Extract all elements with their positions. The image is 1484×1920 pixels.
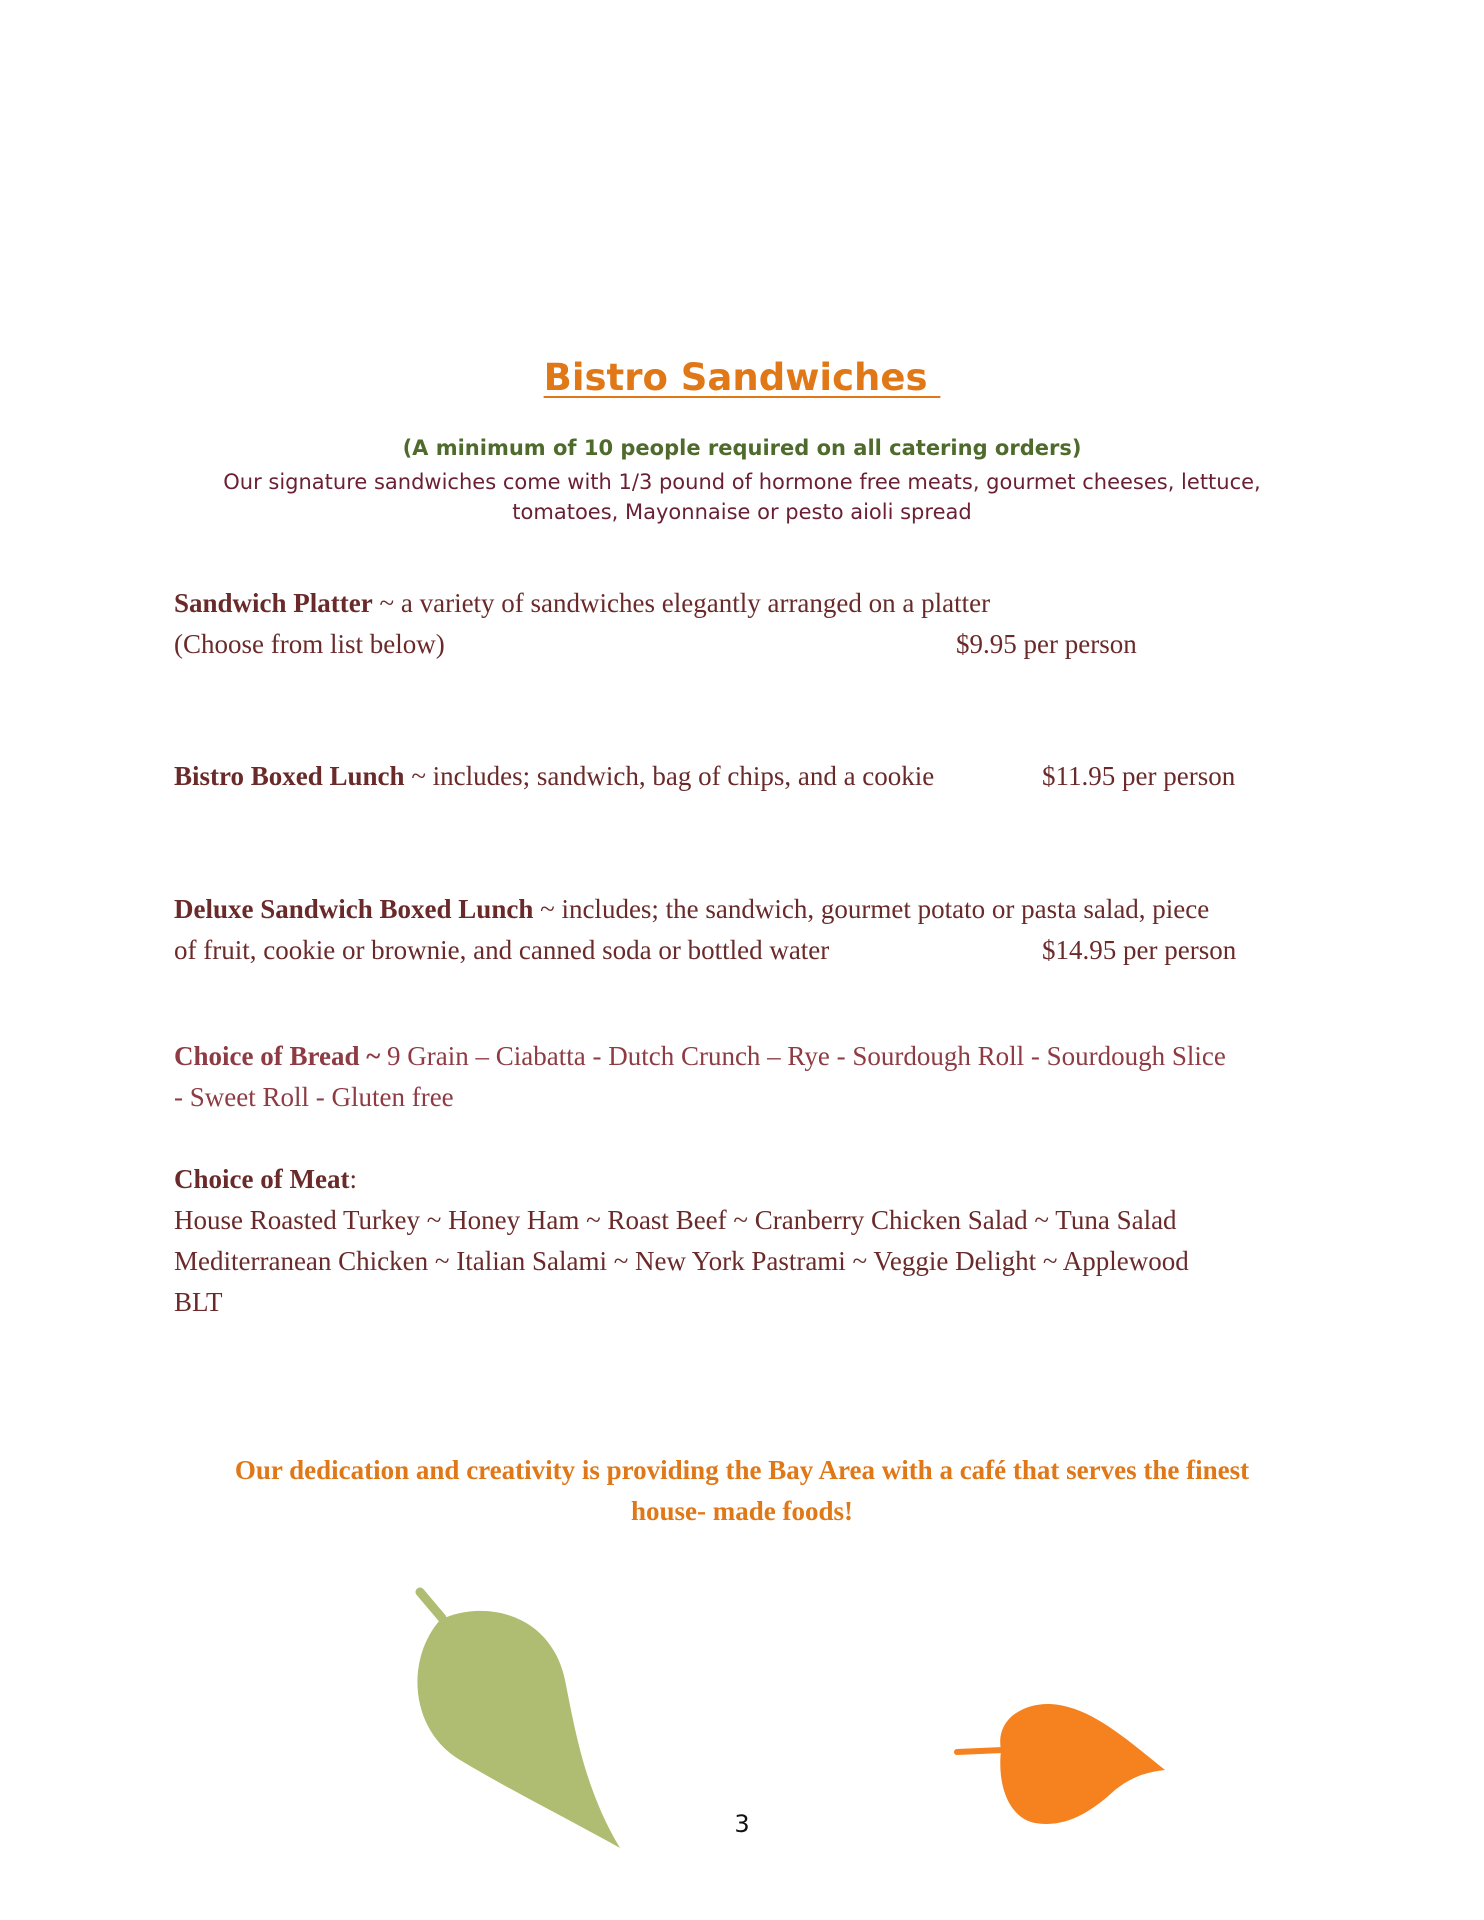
intro-line: tomatoes, Mayonnaise or pesto aioli spread — [512, 500, 972, 524]
bread-options: - Sweet Roll - Gluten free — [174, 1082, 454, 1112]
intro-text — [170, 467, 1314, 527]
meat-label: Choice of Meat — [174, 1164, 350, 1194]
menu-item-bistro-boxed-lunch — [174, 756, 1324, 797]
item-description: ~ includes; the sandwich, gourmet potato or pasta salad, piece — [533, 894, 1210, 924]
tagline-line: house- made foods! — [630, 1496, 853, 1526]
bread-choices — [174, 1036, 1324, 1118]
tagline — [180, 1450, 1304, 1532]
item-price: $14.95 per person — [1042, 935, 1237, 965]
meat-label-colon: : — [349, 1164, 357, 1194]
item-name: Deluxe Sandwich Boxed Lunch — [174, 894, 534, 924]
item-price: $9.95 per person — [956, 629, 1137, 659]
orange-leaf-icon — [955, 1698, 1170, 1828]
menu-item-sandwich-platter — [174, 583, 1324, 665]
item-name: Sandwich Platter — [174, 588, 373, 618]
bread-label: Choice of Bread ~ — [174, 1041, 381, 1071]
menu-item-deluxe-boxed-lunch — [174, 889, 1324, 971]
item-price: $11.95 per person — [1042, 761, 1236, 791]
page-number: 3 — [734, 1810, 750, 1838]
intro-line: Our signature sandwiches come with 1/3 pound of hormone free meats, gourmet cheeses, lettuce, — [223, 470, 1261, 494]
minimum-order-note: (A minimum of 10 people required on all catering orders) — [402, 436, 1082, 460]
tagline-line: Our dedication and creativity is providing the Bay Area with a café that serves the finest — [234, 1455, 1250, 1485]
item-description: ~ includes; sandwich, bag of chips, and a cookie — [404, 761, 935, 791]
meat-choices — [174, 1159, 1324, 1323]
item-description-line2: of fruit, cookie or brownie, and canned soda or bottled water — [174, 935, 830, 965]
meat-options: BLT — [174, 1287, 223, 1317]
bread-options: 9 Grain – Ciabatta - Dutch Crunch – Rye - Sourdough Roll - Sourdough Slice — [380, 1041, 1226, 1071]
item-description-line2: (Choose from list below) — [174, 629, 445, 659]
page-title: Bistro Sandwiches — [543, 356, 941, 399]
item-name: Bistro Boxed Lunch — [174, 761, 405, 791]
item-description: ~ a variety of sandwiches elegantly arranged on a platter — [372, 588, 991, 618]
meat-options: House Roasted Turkey ~ Honey Ham ~ Roast Beef ~ Cranberry Chicken Salad ~ Tuna Salad — [174, 1205, 1177, 1235]
meat-options: Mediterranean Chicken ~ Italian Salami ~ New York Pastrami ~ Veggie Delight ~ Applewood — [174, 1246, 1189, 1276]
